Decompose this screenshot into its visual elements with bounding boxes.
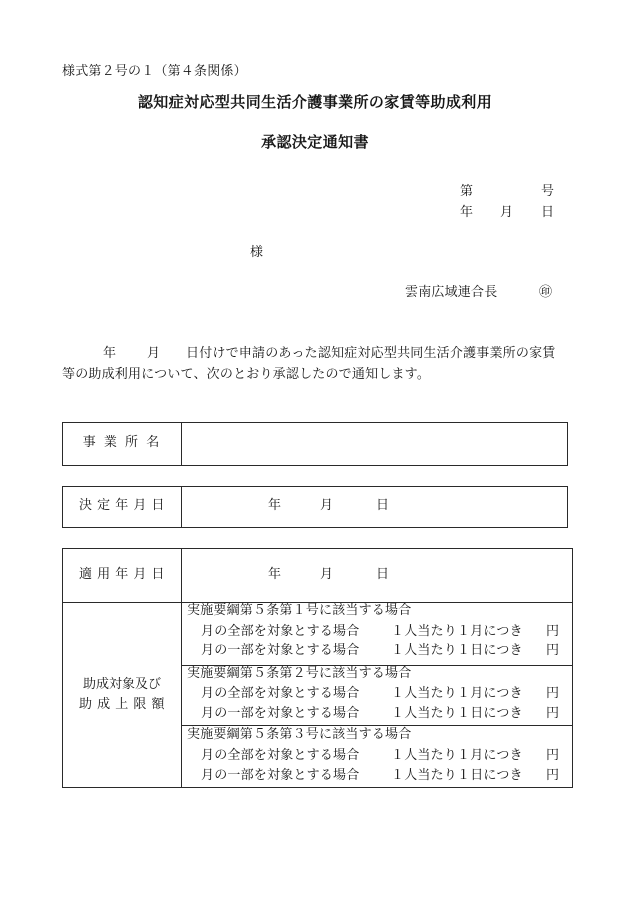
column-divider — [181, 487, 182, 527]
rate-label: １人当たり１日につき — [391, 706, 523, 721]
currency-unit: 円 — [546, 686, 560, 701]
currency-unit: 円 — [546, 624, 560, 639]
column-divider — [181, 549, 182, 787]
issuer-name: 雲南広域連合長 — [405, 285, 498, 300]
seal-mark: ㊞ — [539, 285, 553, 300]
currency-unit: 円 — [546, 706, 560, 721]
case-label: 月の一部を対象とする場合 — [201, 768, 360, 783]
case-label: 月の一部を対象とする場合 — [201, 643, 360, 658]
office-name-label: 事 業 所 名 — [82, 435, 162, 450]
decision-date-month: 月 — [320, 498, 334, 513]
addressee-honorific: 様 — [250, 245, 264, 260]
document-date-year: 年 — [460, 205, 474, 220]
section-heading: 実施要綱第５条第１号に該当する場合 — [187, 603, 412, 618]
currency-unit: 円 — [546, 748, 560, 763]
case-label: 月の一部を対象とする場合 — [201, 706, 360, 721]
currency-unit: 円 — [546, 768, 560, 783]
subsidy-label-line-2: 助 成 上 限 額 — [78, 697, 166, 712]
case-label: 月の全部を対象とする場合 — [201, 748, 360, 763]
body-text-line-1: 日付けで申請のあった認知症対応型共同生活介護事業所の家賃 — [186, 346, 556, 361]
office-name-table — [62, 422, 568, 466]
document-title-line-2: 承認決定通知書 — [261, 133, 369, 151]
case-label: 月の全部を対象とする場合 — [201, 624, 360, 639]
body-text-line-2: 等の助成利用について、次のとおり承認したので通知します。 — [62, 367, 431, 382]
currency-unit: 円 — [546, 643, 560, 658]
application-date-label: 適 用 年 月 日 — [78, 567, 166, 582]
rate-label: １人当たり１月につき — [391, 624, 523, 639]
rate-label: １人当たり１日につき — [391, 643, 523, 658]
form-number: 様式第２号の１（第４条関係） — [62, 64, 247, 79]
document-number-prefix: 第 — [460, 184, 474, 199]
application-subsidy-table — [62, 548, 573, 788]
body-month-label: 月 — [147, 346, 161, 361]
document-date-month: 月 — [500, 205, 514, 220]
rate-label: １人当たり１月につき — [391, 686, 523, 701]
section-heading: 実施要綱第５条第３号に該当する場合 — [187, 727, 412, 742]
subsidy-label-line-1: 助成対象及び — [82, 677, 161, 692]
body-year-label: 年 — [103, 346, 117, 361]
decision-date-table — [62, 486, 568, 528]
document-number-suffix: 号 — [541, 184, 555, 199]
section-heading: 実施要綱第５条第２号に該当する場合 — [187, 666, 412, 681]
document-date-day: 日 — [541, 205, 555, 220]
rate-label: １人当たり１日につき — [391, 768, 523, 783]
application-date-month: 月 — [320, 567, 334, 582]
column-divider — [181, 423, 182, 465]
decision-date-label: 決 定 年 月 日 — [78, 498, 166, 513]
case-label: 月の全部を対象とする場合 — [201, 686, 360, 701]
rate-label: １人当たり１月につき — [391, 748, 523, 763]
decision-date-year: 年 — [268, 498, 282, 513]
document-title-line-1: 認知症対応型共同生活介護事業所の家賃等助成利用 — [137, 93, 493, 111]
application-date-year: 年 — [268, 567, 282, 582]
decision-date-day: 日 — [376, 498, 390, 513]
application-date-day: 日 — [376, 567, 390, 582]
section-divider — [181, 725, 572, 726]
